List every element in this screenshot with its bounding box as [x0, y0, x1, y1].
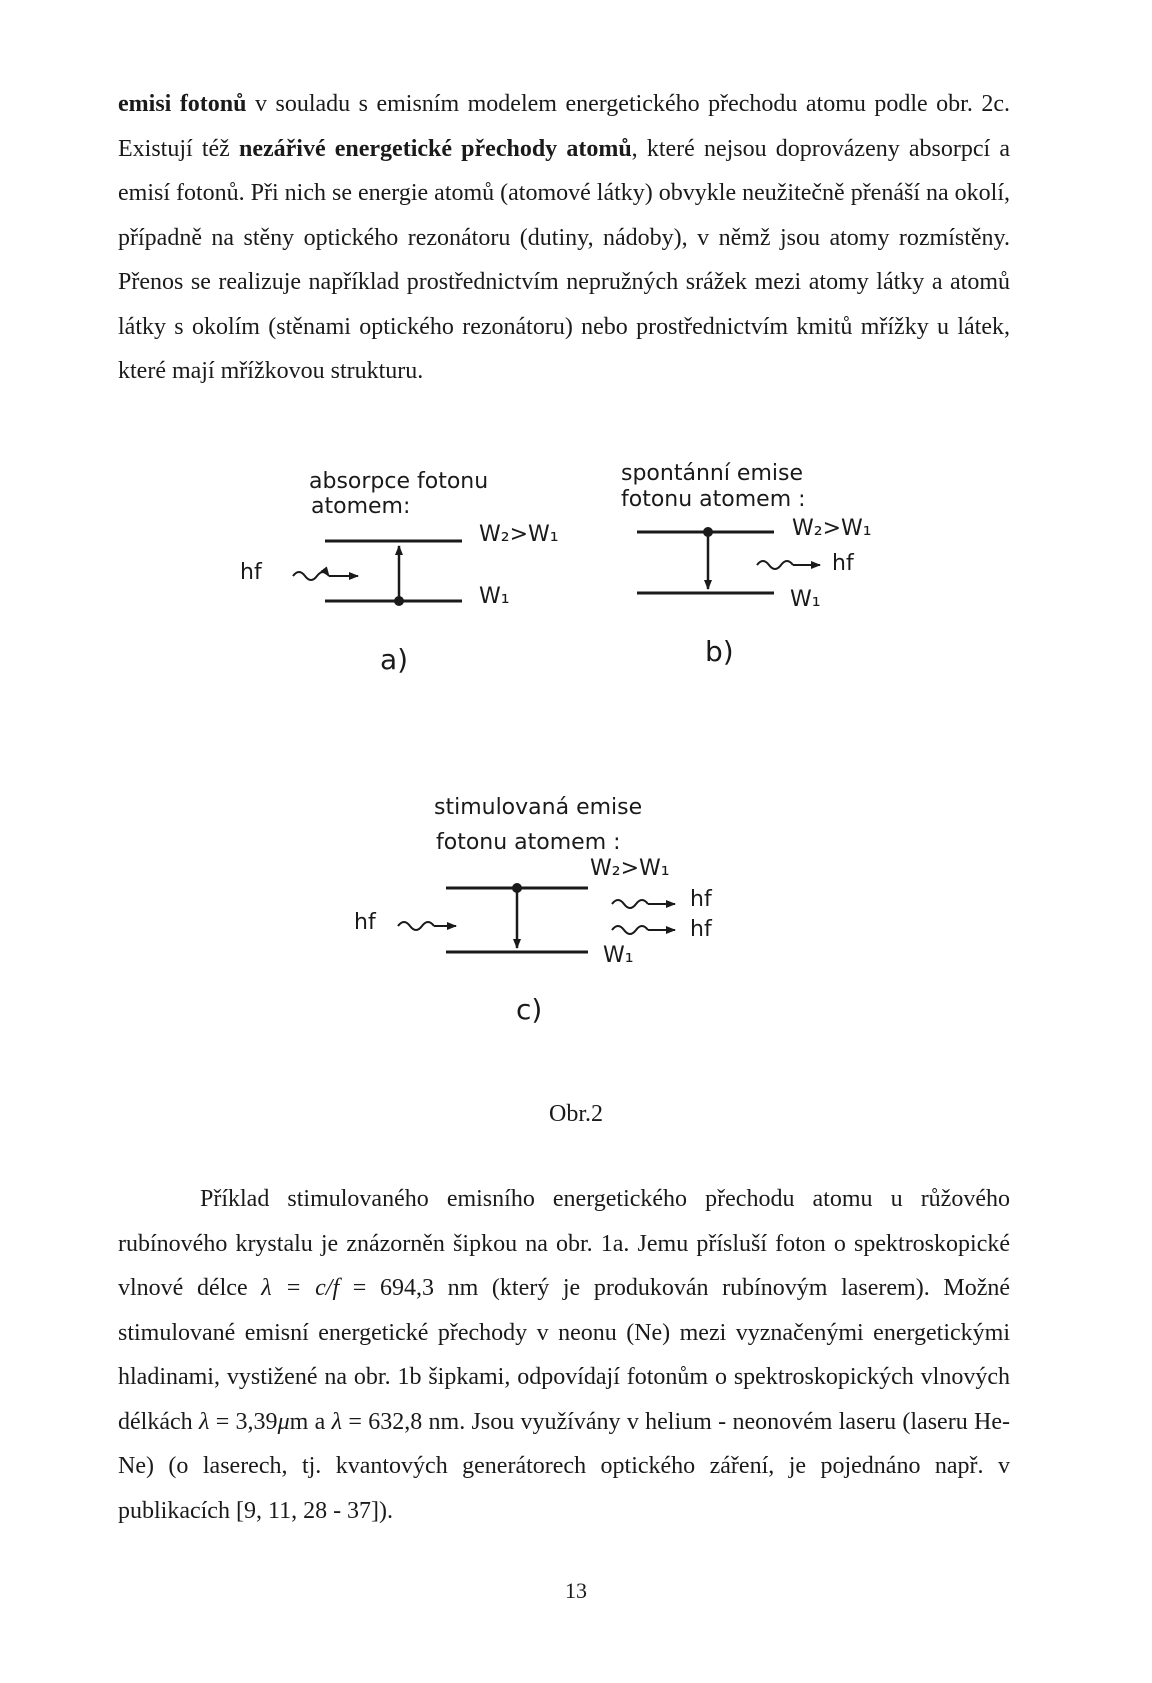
diagram-c-title-line1: stimulovaná emise	[434, 795, 643, 820]
bold-term-nonradiative-transitions: nezářivé energetické přechody atomů	[238, 135, 632, 162]
diagram-c-emitted-photon-wave-1	[612, 900, 648, 908]
diagram-b-photon-out-label: hf	[832, 551, 854, 576]
diagram-c-emitted-photon-wave-2	[612, 926, 648, 934]
paragraph-2-text-b: = 694,3 nm (který je produkován rubínovým laserem). Možné stimulované emisní energetické přechody v neonu (Ne) mezi vyznačenými energetickými hladinami, vystižené na obr. 1b šipkami, odpovídají fotonům o spektroskopických vlnových délkách	[118, 1275, 1011, 1435]
paragraph-2-text-a: Příklad stimulovaného emisního energetického přechodu atomu u růžového rubínového krystalu je znázorněn šipkou na obr. 1a. Jemu přísluší foton o spektroskopické vlnové délce	[118, 1186, 1010, 1301]
diagram-b-lower-label: W₁	[790, 587, 821, 612]
diagram-c-photon-out-label-2: hf	[690, 917, 712, 942]
diagram-b-spontaneous-emission	[621, 461, 872, 668]
diagram-b-emitted-photon-wave	[757, 561, 793, 569]
diagram-b-panel-label: b)	[705, 635, 734, 668]
diagram-b-atom-dot	[703, 527, 713, 537]
paragraph-2-value-1: = 3,39	[209, 1408, 278, 1435]
formula-wavelength: λ = c/f	[261, 1275, 340, 1301]
diagram-a-incoming-photon-wave	[293, 572, 329, 580]
diagram-a-lower-label: W₁	[479, 584, 510, 609]
paragraph-2-text-c: m a	[289, 1408, 332, 1435]
diagram-a-panel-label: a)	[380, 643, 409, 676]
diagram-c-photon-in-label: hf	[354, 910, 376, 935]
symbol-lambda-1: λ	[198, 1408, 210, 1435]
diagram-a-title-line1: absorpce fotonu	[309, 469, 489, 494]
diagram-a-absorption	[240, 469, 559, 676]
diagram-c-lower-label: W₁	[603, 943, 634, 968]
diagram-c-panel-label: c)	[516, 993, 543, 1026]
symbol-micro: μ	[277, 1408, 290, 1435]
figure-caption: Obr.2	[549, 1101, 603, 1127]
diagram-c-incoming-photon-wave	[398, 922, 434, 930]
diagram-c-title-line2: fotonu atomem :	[436, 830, 621, 855]
symbol-lambda-2: λ	[331, 1408, 342, 1435]
paragraph-2	[118, 1177, 1010, 1533]
bold-term-photon-emission: emisi fotonů	[118, 91, 247, 117]
diagram-c-atom-dot	[512, 883, 522, 893]
paragraph-1-text-a: v souladu s emisním modelem energetického přechodu atomu podle obr. 2c. Existují též	[118, 91, 1010, 162]
diagram-c-upper-label: W₂>W₁	[590, 856, 670, 881]
diagram-a-photon-in-label: hf	[240, 560, 262, 585]
diagram-b-title-line2: fotonu atomem :	[621, 487, 806, 512]
page-number: 13	[565, 1578, 587, 1603]
paragraph-2-text-d: = 632,8 nm. Jsou využívány v helium - neonovém laseru (laseru He-Ne) (o laserech, tj. kvantových generátorech optického záření, je pojednáno např. v publikacích [9, 11, 28 - 37]).	[118, 1408, 1010, 1524]
diagram-b-title-line1: spontánní emise	[621, 461, 804, 486]
paragraph-1-text-b: , které nejsou doprovázeny absorpcí a emisí fotonů. Při nich se energie atomů (atomové látky) obvykle neužitečně přenáší na okolí, případně na stěny optického rezonátoru (dutiny, nádoby), v němž jsou atomy rozmístěny. Přenos se realizuje například prostřednictvím nepružných srážek mezi atomy látky a atomů látky s okolím (stěnami optického rezonátoru) nebo prostřednictvím kmitů mřížky u látek, které mají mřížkovou strukturu.	[118, 135, 1010, 384]
diagram-a-title-line2: atomem:	[311, 494, 411, 519]
diagram-a-upper-label: W₂>W₁	[479, 522, 559, 547]
diagram-a-atom-dot	[394, 596, 404, 606]
diagram-c-stimulated-emission	[354, 795, 713, 1026]
diagram-b-upper-label: W₂>W₁	[792, 516, 872, 541]
diagram-c-photon-out-label-1: hf	[690, 887, 712, 912]
